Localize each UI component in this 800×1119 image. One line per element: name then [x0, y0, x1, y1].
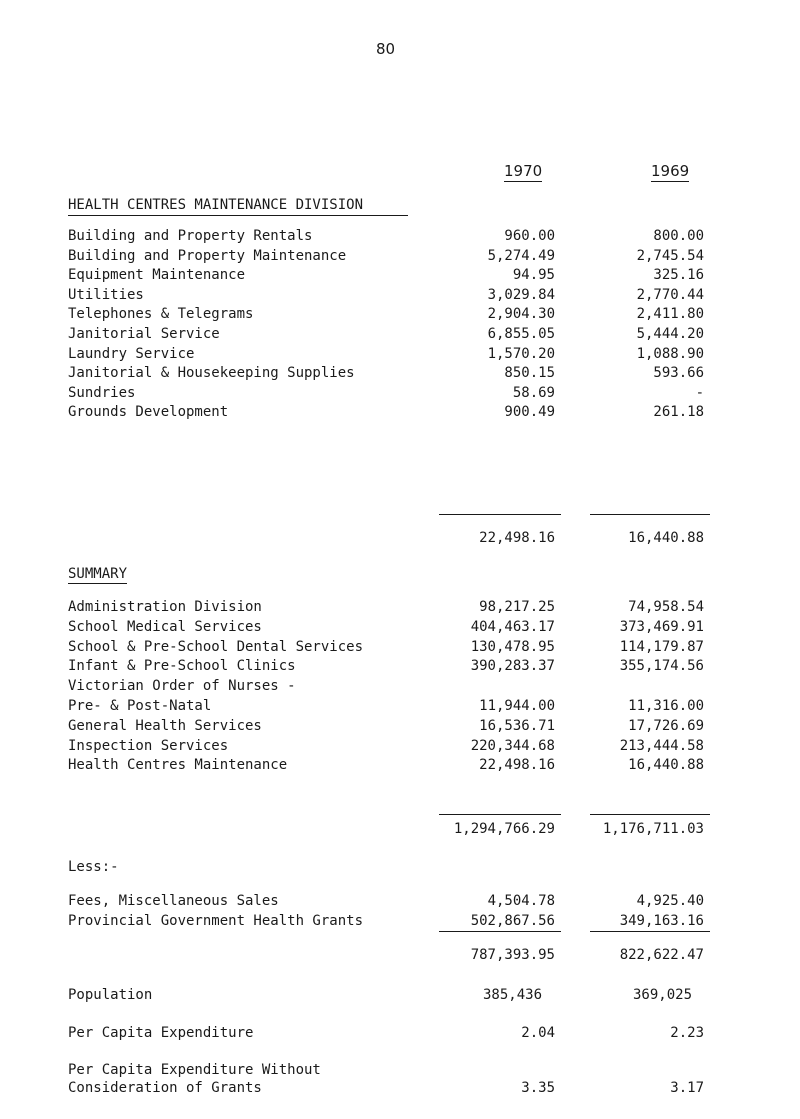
per-capita-no-grants-1969: 3.17: [670, 1080, 704, 1096]
per-capita-no-grants-1970: 3.35: [521, 1080, 555, 1096]
summary-row-label: Victorian Order of Nurses -: [68, 678, 296, 695]
summary-row-label: School Medical Services: [68, 618, 262, 635]
year-1970-heading: 1970: [504, 162, 543, 180]
maintenance-row-label: Janitorial & Housekeeping Supplies: [68, 365, 355, 382]
page-number: 80: [376, 40, 396, 58]
summary-row-value-1970: 11,944.00: [479, 698, 555, 714]
maintenance-row-value-1969: 800.00: [653, 228, 704, 244]
maintenance-row-value-1970: 5,274.49: [487, 247, 555, 264]
maintenance-row-value-1970: 94.95: [512, 267, 555, 284]
summary-row-label: Pre- & Post-Natal: [68, 698, 212, 714]
maintenance-row-value-1970: 2,904.30: [487, 306, 555, 323]
maintenance-row-value-1969: 325.16: [653, 267, 704, 284]
less-label: Fees, Miscellaneous Sales: [68, 893, 279, 909]
maintenance-row-value-1970: 850.15: [504, 365, 555, 382]
summary-row-value-1970: 22,498.16: [479, 757, 555, 774]
maintenance-total-1970: 22,498.16: [479, 530, 555, 546]
maintenance-heading-underline: [68, 215, 408, 216]
maintenance-total-1969: 16,440.88: [628, 530, 704, 546]
less-value-1970: 502,867.56: [470, 913, 555, 929]
maintenance-row-value-1969: 2,770.44: [636, 286, 704, 303]
summary-row-value-1969: 11,316.00: [628, 698, 704, 714]
net-total-1969: 822,622.47: [619, 947, 704, 963]
maintenance-row-value-1969: 1,088.90: [636, 345, 704, 362]
summary-total-1969: 1,176,711.03: [602, 821, 704, 837]
summary-row-label: Infant & Pre-School Clinics: [68, 658, 296, 675]
population-1969: 369,025: [633, 987, 693, 1003]
per-capita-label: Per Capita Expenditure: [68, 1025, 254, 1041]
maintenance-row-value-1969: -: [695, 384, 704, 401]
maintenance-row-value-1969: 5,444.20: [636, 326, 704, 342]
maintenance-row-label: Equipment Maintenance: [68, 267, 246, 284]
maintenance-row-label: Building and Property Rentals: [68, 228, 313, 244]
summary-row-value-1970: 220,344.68: [470, 737, 555, 754]
per-capita-1969: 2.23: [670, 1025, 704, 1041]
maintenance-row-value-1970: 960.00: [504, 228, 555, 244]
maint-total-rule-1970: [439, 514, 561, 515]
summary-total-rule-1970: [439, 814, 561, 815]
summary-row-value-1969: 213,444.58: [619, 737, 704, 754]
maintenance-row-value-1969: 593.66: [653, 365, 704, 382]
summary-row-value-1970: 130,478.95: [470, 638, 555, 655]
less-heading: Less:-: [68, 859, 119, 875]
per-capita-1970: 2.04: [521, 1025, 555, 1041]
summary-row-value-1969: 373,469.91: [619, 618, 704, 635]
maintenance-row-value-1970: 900.49: [504, 404, 555, 421]
per-capita-no-grants-label-1: Per Capita Expenditure Without: [68, 1062, 321, 1078]
maintenance-row-label: Sundries: [68, 384, 136, 401]
summary-row-label: Administration Division: [68, 599, 262, 615]
summary-row-value-1969: 74,958.54: [628, 599, 704, 615]
summary-total-1970: 1,294,766.29: [453, 821, 555, 837]
summary-row-label: Health Centres Maintenance: [68, 757, 288, 774]
summary-row-value-1970: 390,283.37: [470, 658, 555, 675]
per-capita-no-grants-label-2: Consideration of Grants: [68, 1080, 262, 1096]
net-rule-1969: [590, 931, 710, 932]
summary-row-value-1970: 16,536.71: [479, 717, 555, 734]
maintenance-row-label: Building and Property Maintenance: [68, 247, 347, 264]
maintenance-row-value-1969: 261.18: [653, 404, 704, 421]
summary-row-label: General Health Services: [68, 717, 262, 734]
maintenance-row-label: Utilities: [68, 286, 144, 303]
maintenance-row-value-1969: 2,745.54: [636, 247, 704, 264]
less-value-1970: 4,504.78: [487, 893, 555, 909]
maintenance-row-value-1969: 2,411.80: [636, 306, 704, 323]
maintenance-row-value-1970: 3,029.84: [487, 286, 555, 303]
summary-row-value-1969: 114,179.87: [619, 638, 704, 655]
less-value-1969: 349,163.16: [619, 913, 704, 929]
maint-total-rule-1969: [590, 514, 710, 515]
summary-row-value-1969: 16,440.88: [628, 757, 704, 774]
summary-row-value-1969: 17,726.69: [628, 717, 704, 734]
population-1970: 385,436: [483, 987, 543, 1003]
summary-heading: SUMMARY: [68, 566, 128, 582]
summary-row-value-1969: 355,174.56: [619, 658, 704, 675]
maintenance-row-label: Telephones & Telegrams: [68, 306, 254, 323]
maintenance-row-label: Laundry Service: [68, 345, 195, 362]
net-rule-1970: [439, 931, 561, 932]
maintenance-row-label: Grounds Development: [68, 404, 229, 421]
summary-row-value-1970: 98,217.25: [479, 599, 555, 615]
maintenance-row-label: Janitorial Service: [68, 326, 220, 342]
population-label: Population: [68, 987, 153, 1003]
maintenance-row-value-1970: 6,855.05: [487, 326, 555, 342]
summary-row-label: School & Pre-School Dental Services: [68, 638, 364, 655]
maintenance-row-value-1970: 58.69: [512, 384, 555, 401]
less-label: Provincial Government Health Grants: [68, 913, 364, 929]
summary-total-rule-1969: [590, 814, 710, 815]
less-value-1969: 4,925.40: [636, 893, 704, 909]
maintenance-heading: HEALTH CENTRES MAINTENANCE DIVISION: [68, 197, 364, 213]
maintenance-row-value-1970: 1,570.20: [487, 345, 555, 362]
summary-row-value-1970: 404,463.17: [470, 618, 555, 635]
year-1969-heading: 1969: [651, 162, 690, 180]
summary-row-label: Inspection Services: [68, 737, 229, 754]
net-total-1970: 787,393.95: [470, 947, 555, 963]
